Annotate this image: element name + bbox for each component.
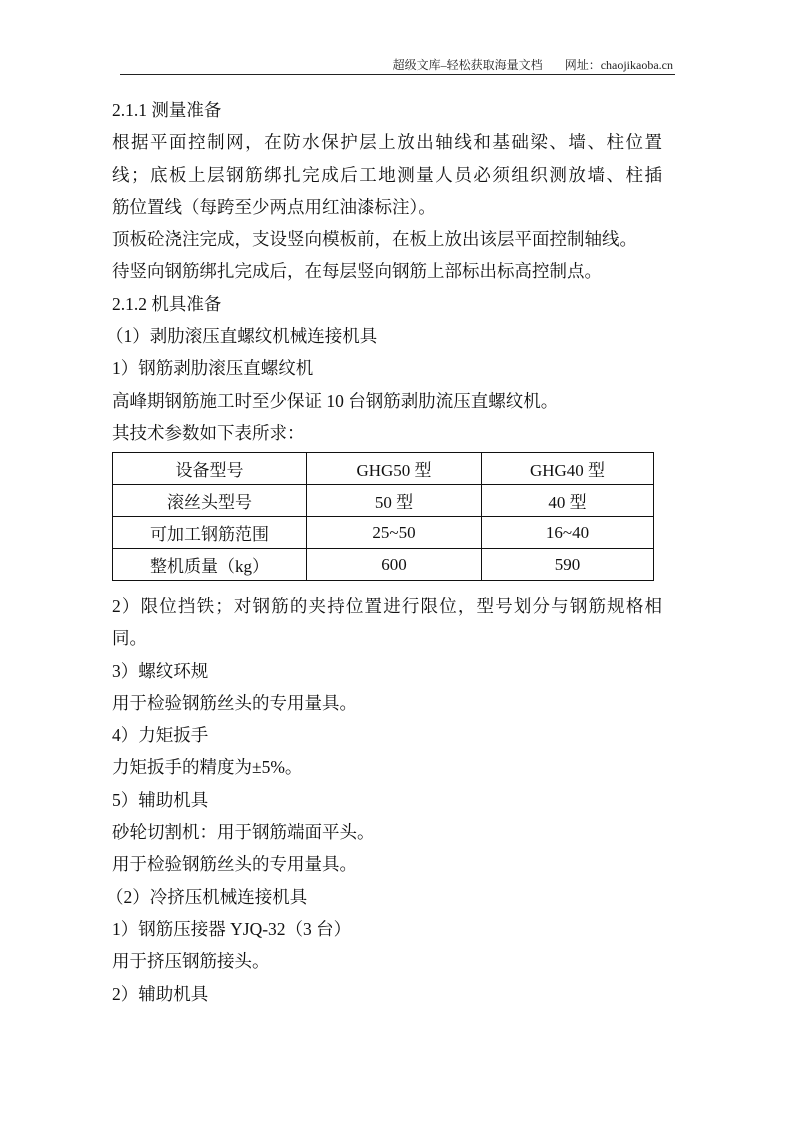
- paragraph-line: 其技术参数如下表所求：: [112, 422, 305, 443]
- paragraph-line: 线；底板上层钢筋绑扎完成后工地测量人员必须组织测放墙、柱插: [112, 164, 662, 185]
- table-cell: 590: [482, 549, 654, 581]
- header-site-name: 超级文库–轻松获取海量文档: [392, 58, 543, 72]
- list-item: 2）辅助机具: [112, 983, 209, 1004]
- section-measurement-and-tools: [106, 94, 662, 449]
- heading-2-1-1: 2.1.1 测量准备: [112, 100, 222, 120]
- table-cell: 50 型: [307, 485, 482, 517]
- table-cell: 整机质量（kg）: [113, 549, 307, 581]
- paragraph-line: 顶板砼浇注完成，支设竖向模板前，在板上放出该层平面控制轴线。: [112, 229, 637, 250]
- table-cell: 40 型: [482, 485, 654, 517]
- subheading: （2）冷挤压机械连接机具: [106, 886, 308, 907]
- table-cell: GHG50 型: [307, 453, 482, 485]
- list-item: 5）辅助机具: [112, 789, 209, 810]
- paragraph-line: 同。: [112, 628, 147, 649]
- section-tools-continued: [106, 590, 662, 1010]
- table-row: [113, 485, 654, 517]
- paragraph-line: 用于检验钢筋丝头的专用量具。: [112, 692, 357, 713]
- table-cell: 滚丝头型号: [113, 485, 307, 517]
- table-cell: GHG40 型: [482, 453, 654, 485]
- paragraph-line: 高峰期钢筋施工时至少保证 10 台钢筋剥肋流压直螺纹机。: [112, 390, 559, 411]
- table-cell: 16~40: [482, 517, 654, 549]
- header-divider: [120, 74, 675, 75]
- list-item: 1）钢筋剥肋滚压直螺纹机: [112, 358, 314, 379]
- list-item: 2）限位挡铁；对钢筋的夹持位置进行限位，型号划分与钢筋规格相: [112, 596, 662, 616]
- table-cell: 600: [307, 549, 482, 581]
- page-header: [393, 56, 673, 73]
- paragraph-line: 用于检验钢筋丝头的专用量具。: [112, 854, 357, 875]
- paragraph-line: 力矩扳手的精度为±5%。: [112, 757, 303, 778]
- table-row: [113, 517, 654, 549]
- paragraph-line: 用于挤压钢筋接头。: [112, 951, 270, 972]
- table-cell: 可加工钢筋范围: [113, 517, 307, 549]
- paragraph-line: 待竖向钢筋绑扎完成后，在每层竖向钢筋上部标出标高控制点。: [112, 261, 602, 282]
- table-row: [113, 453, 654, 485]
- table-cell: 25~50: [307, 517, 482, 549]
- header-url: 网址：chaojikaoba.cn: [564, 58, 673, 72]
- paragraph-line: 根据平面控制网，在防水保护层上放出轴线和基础梁、墙、柱位置: [112, 132, 662, 153]
- table-cell: 设备型号: [113, 453, 307, 485]
- list-item: 1）钢筋压接器 YJQ-32（3 台）: [112, 918, 352, 939]
- paragraph-line: 砂轮切割机：用于钢筋端面平头。: [112, 822, 375, 843]
- table-row: [113, 549, 654, 581]
- technical-parameters-table: [112, 452, 654, 581]
- list-item: 3）螺纹环规: [112, 660, 209, 681]
- subheading: （1）剥肋滚压直螺纹机械连接机具: [106, 326, 378, 347]
- paragraph-line: 筋位置线（每跨至少两点用红油漆标注）。: [112, 196, 436, 217]
- heading-2-1-2: 2.1.2 机具准备: [112, 293, 222, 314]
- list-item: 4）力矩扳手: [112, 725, 209, 746]
